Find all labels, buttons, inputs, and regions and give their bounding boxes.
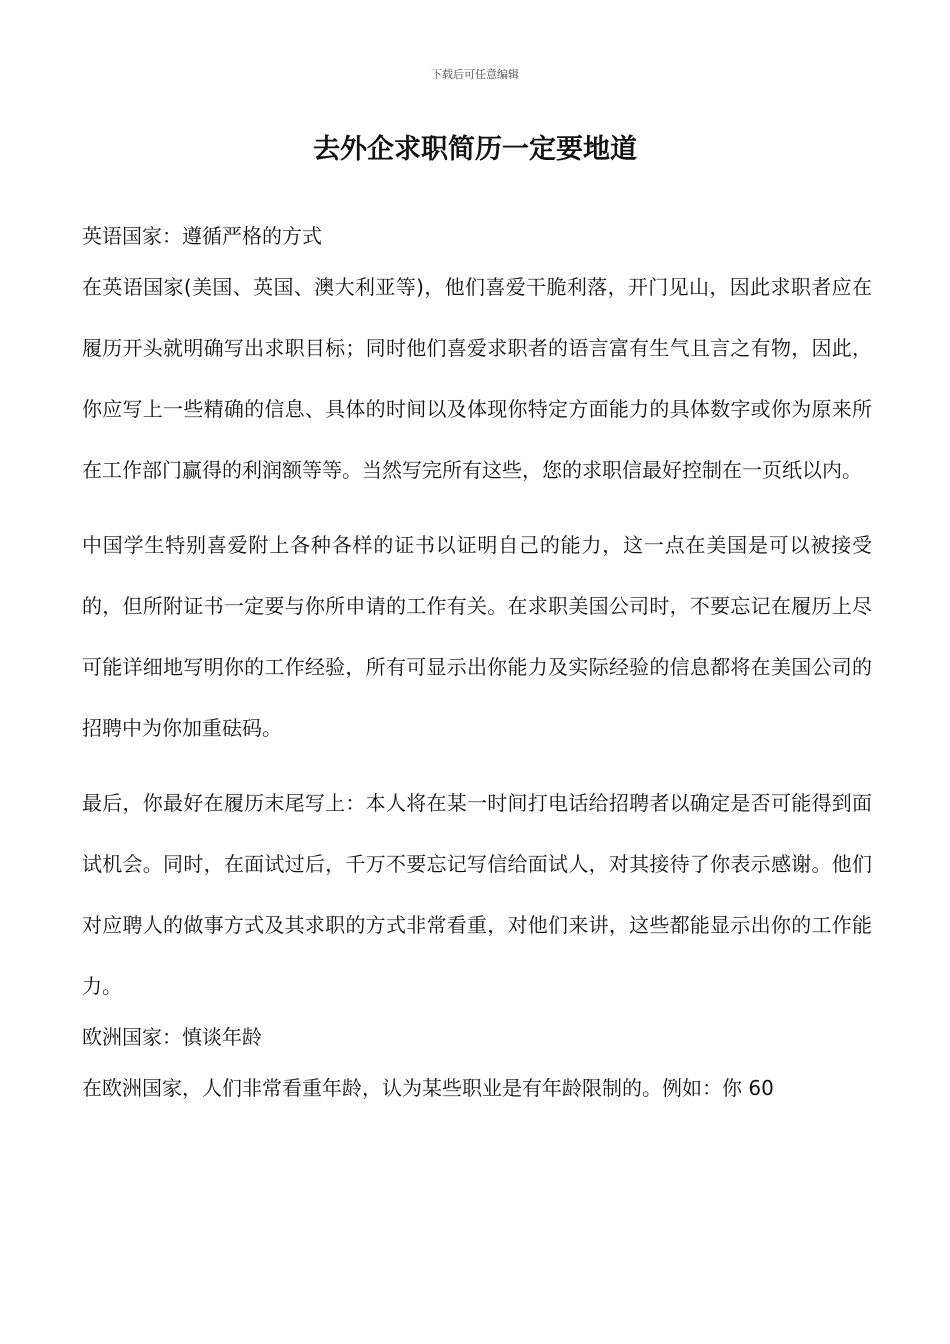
section-english-countries	[82, 218, 872, 1017]
paragraph: 在欧洲国家，人们非常看重年龄，认为某些职业是有年龄限制的。例如：你 60	[82, 1076, 774, 1100]
header-note: 下载后可任意编辑	[431, 68, 519, 81]
section-heading: 英语国家：遵循严格的方式	[82, 224, 322, 248]
paragraph: 在英语国家(美国、英国、澳大利亚等)，他们喜爱干脆利落，开门见山，因此求职者应在履历开头就明确写出求职目标；同时他们喜爱求职者的语言富有生气且言之有物，因此，你应写上一些精确的信息、具体的时间以及体现你特定方面能力的具体数字或你为原来所在工作部门赢得的利润额等等。当然写完所有这些，您的求职信最好控制在一页纸以内。	[82, 275, 872, 482]
paragraph: 最后，你最好在履历末尾写上：本人将在某一时间打电话给招聘者以确定是否可能得到面试机会。同时，在面试过后，千万不要忘记写信给面试人，对其接待了你表示感谢。他们对应聘人的做事方式及其求职的方式非常看重，对他们来讲，这些都能显示出你的工作能力。	[82, 791, 872, 998]
document-body	[82, 218, 872, 1133]
paragraph: 中国学生特别喜爱附上各种各样的证书以证明自己的能力，这一点在美国是可以被接受的，但所附证书一定要与你所申请的工作有关。在求职美国公司时，不要忘记在履历上尽可能详细地写明你的工作经验，所有可显示出你能力及实际经验的信息都将在美国公司的招聘中为你加重砝码。	[82, 533, 872, 740]
section-european-countries	[82, 1019, 872, 1119]
section-heading: 欧洲国家：慎谈年龄	[82, 1025, 262, 1049]
document-title: 去外企求职简历一定要地道	[313, 134, 637, 165]
